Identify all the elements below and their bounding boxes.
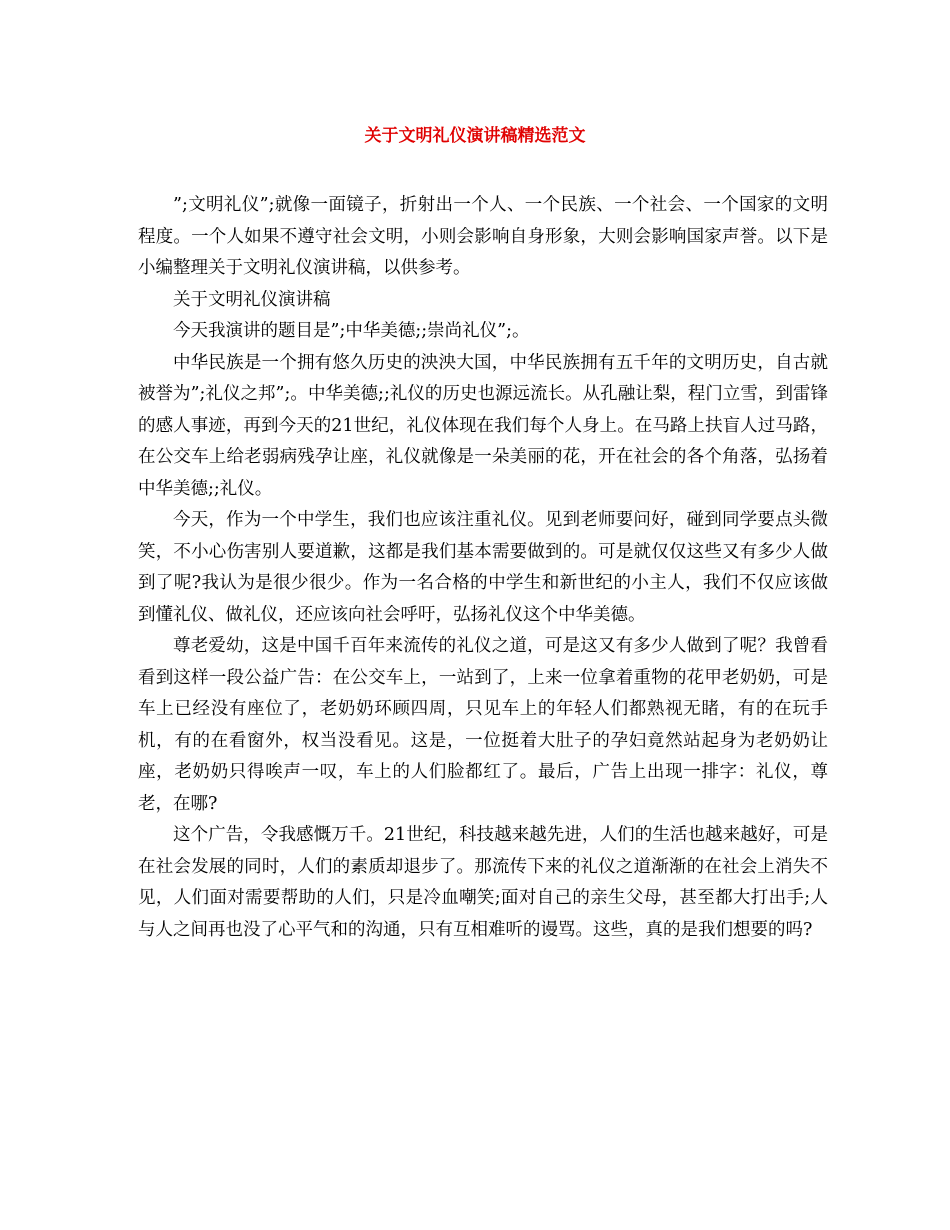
- section-heading: 关于文明礼仪演讲稿: [173, 289, 331, 310]
- paragraph-reflection: 这个广告，令我感慨万千。21世纪，科技越来越先进，人们的生活也越来越好，可是在社会发展的同时，人们的素质却退步了。那流传下来的礼仪之道渐渐的在社会上消失不见，人们面对需要帮助的人们，只是冷血嘲笑;面对自己的亲生父母，甚至都大打出手;人与人之间再也没了心平气和的沟通，只有互相难听的谩骂。这些，真的是我们想要的吗?: [138, 825, 828, 940]
- document-title: 关于文明礼仪演讲稿精选范文: [364, 126, 586, 146]
- paragraph-ad-story: 尊老爱幼，这是中国千百年来流传的礼仪之道，可是这又有多少人做到了呢？我曾看看到这样一段公益广告：在公交车上，一站到了，上来一位拿着重物的花甲老奶奶，可是车上已经没有座位了，老奶奶环顾四周，只见车上的年轻人们都熟视无睹，有的在玩手机，有的在看窗外，权当没看见。这是，一位挺着大肚子的孕妇竟然站起身为老奶奶让座，老奶奶只得唉声一叹，车上的人们脸都红了。最后，广告上出现一排字：礼仪，尊老，在哪?: [138, 636, 828, 814]
- paragraph-intro: ”;文明礼仪”;就像一面镜子，折射出一个人、一个民族、一个社会、一个国家的文明程度。一个人如果不遵守社会文明，小则会影响自身形象，大则会影响国家声誉。以下是小编整理关于文明礼仪演讲稿，以供参考。: [138, 195, 828, 278]
- paragraph-students: 今天，作为一个中学生，我们也应该注重礼仪。见到老师要问好，碰到同学要点头微笑，不小心伤害别人要道歉，这都是我们基本需要做到的。可是就仅仅这些又有多少人做到了呢?我认为是很少很少。作为一名合格的中学生和新世纪的小主人，我们不仅应该做到懂礼仪、做礼仪，还应该向社会呼吁，弘扬礼仪这个中华美德。: [138, 510, 828, 625]
- paragraph-history: 中华民族是一个拥有悠久历史的泱泱大国，中华民族拥有五千年的文明历史，自古就被誉为”;礼仪之邦”;。中华美德;;礼仪的历史也源远流长。从孔融让梨，程门立雪，到雷锋的感人事迹，再到今天的21世纪，礼仪体现在我们每个人身上。在马路上扶盲人过马路，在公交车上给老弱病残孕让座，礼仪就像是一朵美丽的花，开在社会的各个角落，弘扬着中华美德;;礼仪。: [138, 352, 828, 499]
- paragraph-topic: 今天我演讲的题目是”;中华美德;;崇尚礼仪”;。: [173, 321, 530, 341]
- document-body: [138, 190, 828, 946]
